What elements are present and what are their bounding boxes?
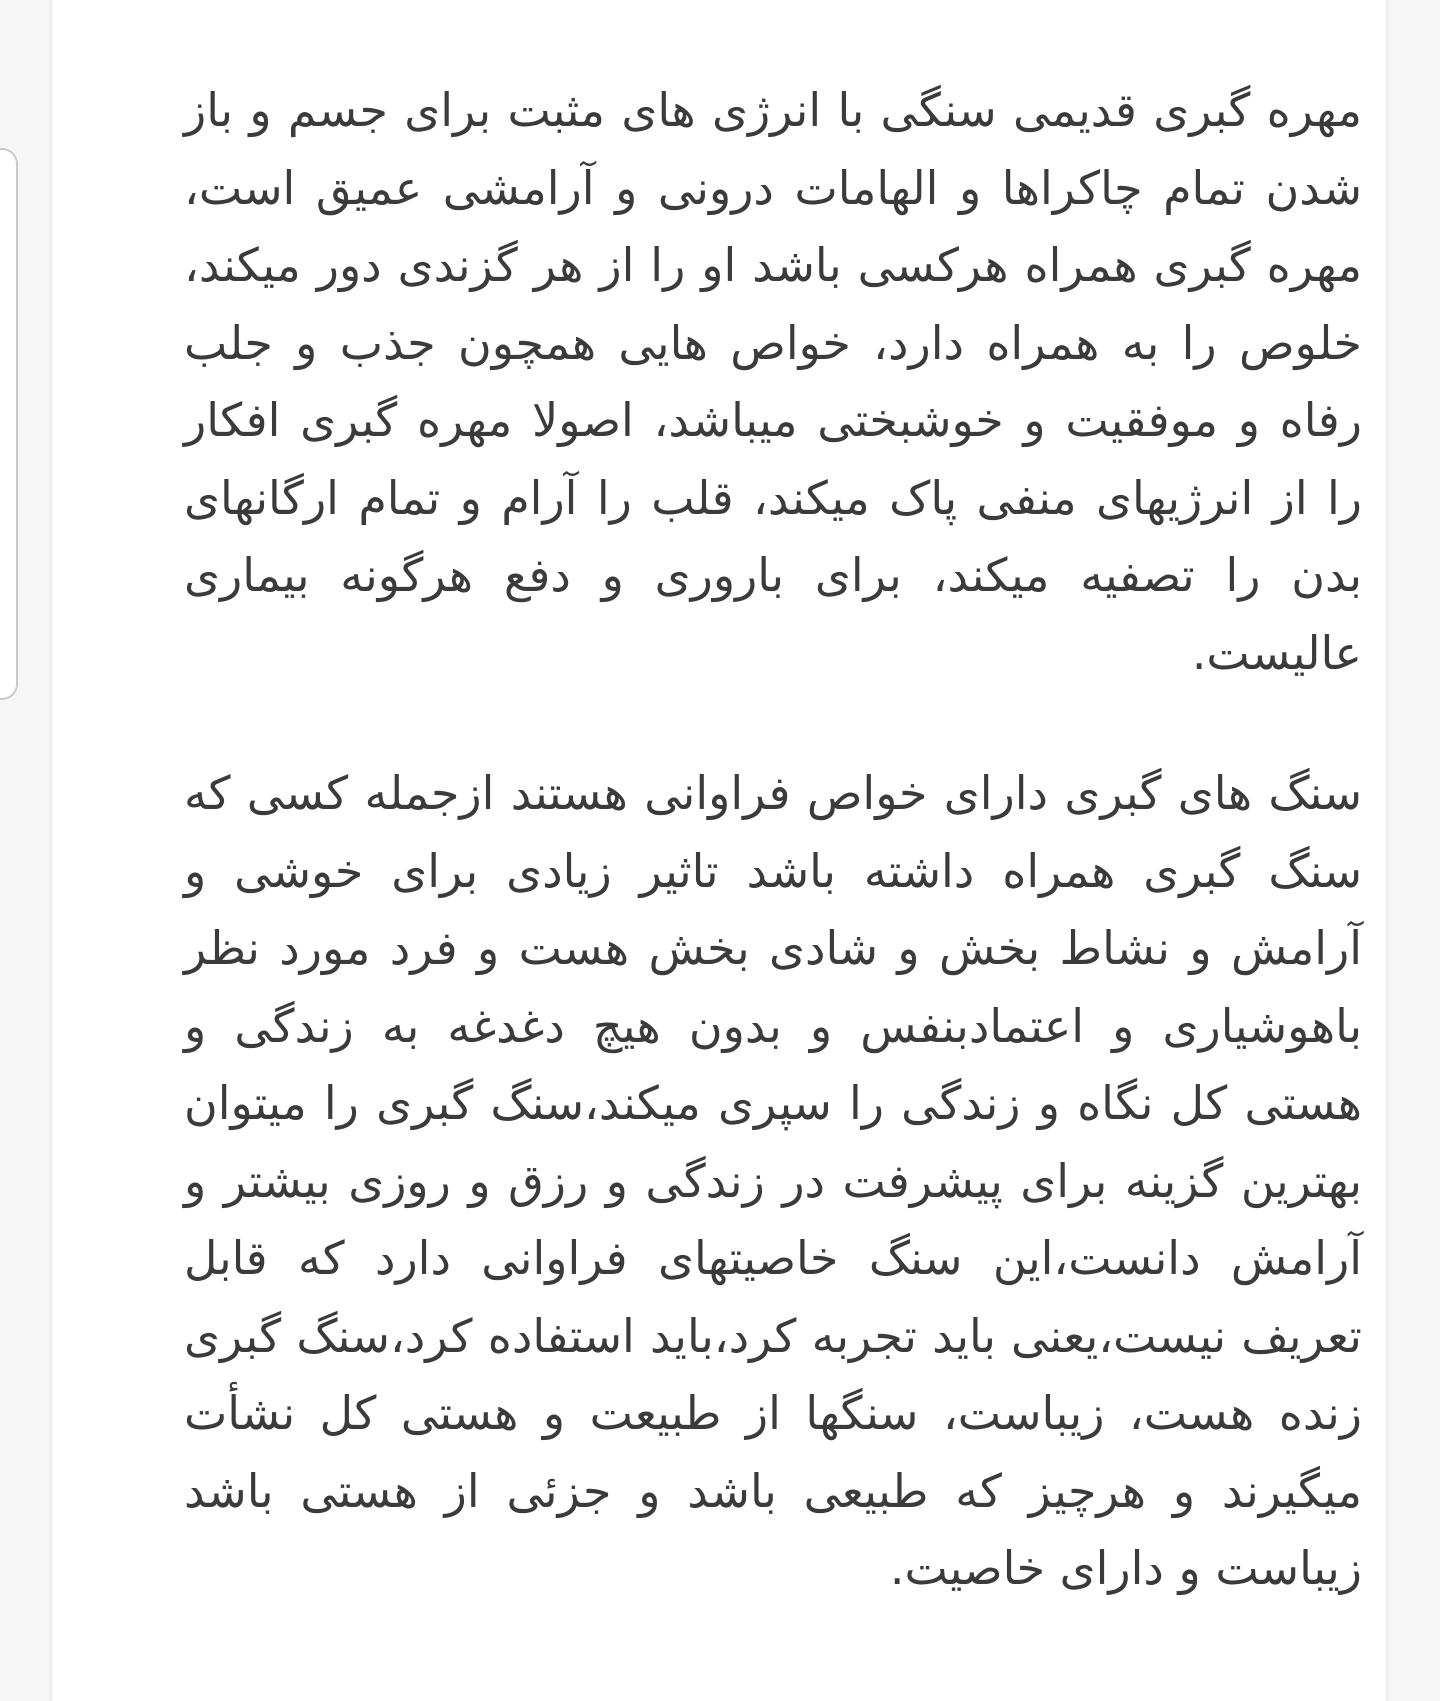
- article-card: [50, 0, 1388, 1701]
- side-drawer-handle[interactable]: [0, 148, 18, 700]
- article-paragraph-2: سنگ های گبری دارای خواص فراوانی هستند ازجمله کسی که سنگ گبری همراه داشته باشد تاثیر زیادی برای خوشی و آرامش و نشاط بخش و شادی بخش هست و فرد مورد نظر باهوشیاری و اعتمادبنفس و بدون هیچ دغدغه به زندگی و هستی کل نگاه و زندگی را سپری میکند،سنگ گبری را میتوان بهترین گزینه برای پیشرفت در زندگی و رزق و روزی بیشتر و آرامش دانست،این سنگ خاصیتهای فراوانی دارد که قابل تعریف نیست،یعنی باید تجربه کرد،باید استفاده کرد،سنگ گبری زنده هست، زیباست، سنگها از طبیعت و هستی کل نشأت میگیرند و هرچیز که طبیعی باشد و جزئی از هستی باشد زیباست و دارای خاصیت.: [184, 766, 1362, 1595]
- article-body: [184, 72, 1362, 1608]
- article-paragraph-1: مهره گبری قدیمی سنگی با انرژی های مثبت برای جسم و باز شدن تمام چاکراها و الهامات درونی و آرامشی عمیق است، مهره گبری همراه هرکسی باشد او را از هر گزندی دور میکند، خلوص را به همراه دارد، خواص هایی همچون جذب و جلب رفاه و موفقیت و خوشبختی میباشد، اصولا مهره گبری افکار را از انرژیهای منفی پاک میکند، قلب را آرام و تمام ارگانهای بدن را تصفیه میکند، برای باروری و دفع هرگونه بیماری عالیست.: [184, 83, 1362, 680]
